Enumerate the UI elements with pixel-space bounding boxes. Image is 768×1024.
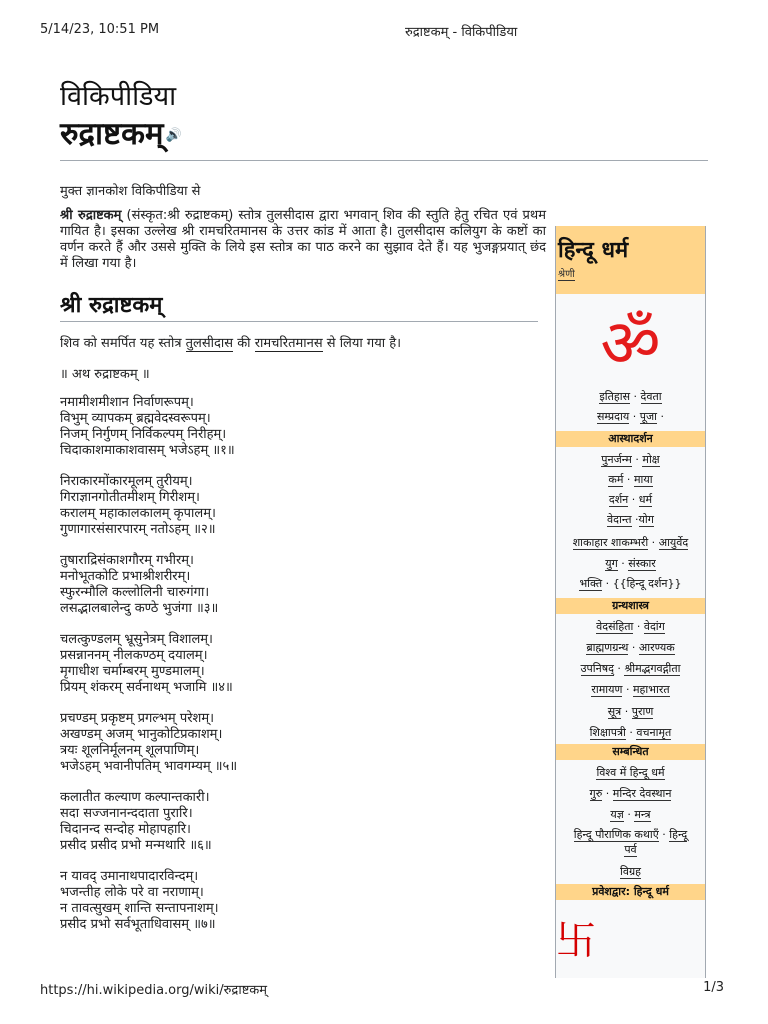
infobox-row: गुरु · मन्दिर देवस्थान [589, 787, 672, 800]
infobox-link[interactable]: वेदांग [643, 620, 665, 633]
verse-line: करालम् महाकालकालम् कृपालम्। [60, 506, 216, 521]
infobox-link[interactable]: मोक्ष [642, 453, 660, 466]
infobox-row: शिक्षापत्री · वचनामृत [589, 726, 672, 739]
intro-paragraph [60, 208, 546, 272]
verse-line: स्फुरन्मौलि कल्लोलिनी चारुगंगा। [60, 585, 210, 600]
infobox-row: वेदान्त ·योग [607, 513, 654, 526]
verse-line: निजम् निर्गुणम् निर्विकल्पम् निरीहम्। [60, 427, 227, 442]
verse-line: सदा सज्जनानन्ददाता पुरारि। [60, 806, 193, 821]
infobox-band-scriptures: ग्रन्थशास्त्र [556, 598, 705, 614]
infobox-link[interactable]: दर्शन [608, 493, 629, 506]
infobox-link[interactable]: पुराण [631, 705, 654, 718]
verse-line: प्रसीद प्रभो सर्वभूताधिवासम् ॥७॥ [60, 917, 216, 932]
intro-text: (संस्कृत:श्री रुद्राष्टकम्) स्तोत्र तुलसीदास द्वारा भगवान् शिव की स्तुति हेतु रचित एवं प्रथम गायित है। इसका उल्लेख श्री रामचरितमानस के उत्तर कांड में आता है। तुलसीदास कलियुग के कष्टों का वर्णन करते हैं और उससे मुक्ति के लिये इस स्तोत्र का पाठ करने का सुझाव देते हैं। यह भुजङ्गप्रयात् छंद में लिखा गया है। [60, 208, 546, 271]
infobox-link[interactable]: धर्म [638, 493, 653, 506]
infobox-row: पुनर्जन्म · मोक्ष [601, 453, 660, 466]
infobox-link[interactable]: आरण्यक [638, 641, 675, 654]
section-heading: श्री रुद्राष्टकम् [60, 293, 163, 318]
title-divider [60, 160, 708, 161]
hinduism-infobox [555, 226, 706, 978]
infobox-link[interactable]: हिन्दू [669, 828, 688, 841]
print-page-number: 1/3 [703, 980, 724, 995]
verse-5 [60, 711, 237, 775]
page-title [60, 112, 182, 154]
infobox-row: दर्शन · धर्म [608, 493, 653, 506]
infobox-link[interactable]: आयुर्वेद [658, 536, 689, 549]
dedication-text-3: से लिया गया है। [322, 336, 402, 351]
verse-3 [60, 553, 218, 617]
infobox-row: ब्राह्मणग्रन्थ · आरण्यक [586, 641, 675, 654]
infobox-link[interactable]: उपनिषद् [580, 662, 614, 675]
infobox-link[interactable]: युग [605, 557, 618, 570]
infobox-row [556, 766, 705, 780]
infobox-link[interactable]: महाभारत [632, 683, 670, 696]
print-date: 5/14/23, 10:51 PM [40, 22, 160, 37]
verse-line: प्रसन्नाननम् नीलकण्ठम् दयालम्। [60, 648, 208, 663]
infobox-row: हिन्दू पौराणिक कथाएँ · हिन्दू [573, 828, 688, 841]
infobox-band-philosophy: आस्थादर्शन [556, 431, 705, 447]
infobox-row: सम्प्रदाय · पूजा · [596, 410, 665, 423]
infobox-link[interactable]: कर्म [608, 473, 624, 486]
infobox-row [556, 865, 705, 879]
infobox-link[interactable]: गुरु [589, 787, 603, 800]
infobox-header [556, 226, 705, 294]
print-url: https://hi.wikipedia.org/wiki/रुद्राष्टकम् [40, 983, 268, 998]
verse-4 [60, 632, 233, 696]
from-line: मुक्त ज्ञानकोश विकिपीडिया से [60, 184, 201, 199]
infobox-row: रामायण · महाभारत [591, 683, 670, 696]
infobox-link[interactable]: पुनर्जन्म [601, 453, 632, 466]
infobox-link[interactable]: सूत्र [607, 705, 622, 718]
infobox-link[interactable]: हिन्दू पौराणिक कथाएँ [573, 828, 659, 841]
verse-line: नमामीशमीशान निर्वाणरूपम्। [60, 395, 194, 410]
infobox-link[interactable]: शिक्षापत्री [589, 726, 626, 739]
verse-line: त्रयः शूलनिर्मूलनम् शूलपाणिम्। [60, 743, 200, 758]
infobox-row: युग · संस्कार [605, 557, 656, 570]
speaker-icon[interactable]: 🔊 [165, 128, 182, 143]
infobox-row: यज्ञ · मन्त्र [610, 808, 651, 821]
page-title-text: रुद्राष्टकम् [60, 116, 164, 152]
infobox-portal-link[interactable]: प्रवेशद्वार: हिन्दू धर्म [556, 884, 705, 900]
verse-line: प्रियम् शंकरम् सर्वनाथम् भजामि ॥४॥ [60, 680, 233, 695]
infobox-row: इतिहास · देवता [599, 390, 662, 403]
verse-line: प्रसीद प्रसीद प्रभो मन्मथारि ॥६॥ [60, 838, 212, 853]
verse-line: भजन्तीह लोके परे वा नराणाम्। [60, 885, 204, 900]
infobox-row: शाकाहार शाकम्भरी · आयुर्वेद [572, 536, 689, 549]
verse-line: निराकारमोंकारमूलम् तुरीयम्। [60, 474, 193, 489]
infobox-category-link[interactable]: श्रेणी [558, 266, 575, 281]
verse-line: कलातीत कल्याण कल्पान्तकारी। [60, 790, 210, 805]
infobox-row: वेदसंहिता · वेदांग [596, 620, 665, 633]
infobox-link[interactable]: वचनामृत [636, 726, 672, 739]
infobox-link[interactable]: विग्रह [619, 865, 641, 878]
infobox-link[interactable]: इतिहास [599, 390, 631, 403]
verse-6 [60, 790, 212, 854]
verse-line: गुणागारसंसारपारम् नतोऽहम् ॥२॥ [60, 522, 216, 537]
infobox-link[interactable]: देवता [640, 390, 662, 403]
section-divider [60, 321, 538, 322]
print-footer [0, 980, 768, 1000]
print-header [0, 22, 768, 42]
verse-line: तुषाराद्रिसंकाशगौरम् गभीरम्। [60, 553, 194, 568]
verse-line: अखण्डम् अजम् भानुकोटिप्रकाशम्। [60, 727, 223, 742]
om-icon: ॐ [600, 305, 661, 382]
verse-line: मृगाधीश चर्माम्बरम् मुण्डमालम्। [60, 664, 205, 679]
infobox-link[interactable]: शाकाहार शाकम्भरी [572, 536, 649, 549]
opening-line [60, 367, 150, 383]
infobox-link[interactable]: ब्राह्मणग्रन्थ [586, 641, 629, 654]
infobox-row: सूत्र · पुराण [607, 705, 654, 718]
infobox-link[interactable]: माया [633, 473, 653, 486]
infobox-link[interactable]: मन्त्र [634, 808, 651, 821]
infobox-link[interactable]: वेदसंहिता [596, 620, 634, 633]
verse-2 [60, 474, 216, 538]
verse-line: चिदाकाशमाकाशवासम् भजेऽहम् ॥१॥ [60, 443, 235, 458]
infobox-link[interactable]: भक्ति [579, 577, 603, 590]
infobox-link[interactable]: विश्व में हिन्दू धर्म [596, 766, 665, 779]
link-ramcharitmanas[interactable]: रामचरितमानस [254, 336, 323, 351]
dedication-text-2: की [233, 336, 255, 351]
verse-line: भजेऽहम् भवानीपतिम् भावगम्यम् ॥५॥ [60, 759, 238, 774]
infobox-row: कर्म · माया [608, 473, 653, 486]
link-tulsidas[interactable]: तुलसीदास [185, 336, 234, 351]
verse-line: गिराज्ञानगोतीतमीशम् गिरीशम्। [60, 490, 200, 505]
verse-line: मनोभूतकोटि प्रभाश्रीशरीरम्। [60, 569, 191, 584]
infobox-row: भक्ति · {{हिन्दू दर्शन}} [579, 577, 682, 590]
infobox-row [556, 843, 705, 857]
infobox-link[interactable]: रामायण [591, 683, 623, 696]
verse-line: लसद्भालबालेन्दु कण्ठे भुजंगा ॥३॥ [60, 601, 219, 616]
verse-line: प्रचण्डम् प्रकृष्टम् प्रगल्भम् परेशम्। [60, 711, 215, 726]
dedication-text-1: शिव को समर्पित यह स्तोत्र [60, 336, 186, 351]
verse-line: चिदानन्द सन्दोह मोहापहारि। [60, 822, 191, 837]
verse-line: न तावत्सुखम् शान्ति सन्तापनाशम्। [60, 901, 219, 916]
verse-line: विभुम् व्यापकम् ब्रह्मवेदस्वरूपम्। [60, 411, 211, 426]
infobox-link[interactable]: यज्ञ [610, 808, 624, 821]
infobox-link[interactable]: वेदान्त [607, 513, 632, 526]
infobox-band-related: सम्बन्धित [556, 744, 705, 760]
infobox-template-text: {{हिन्दू दर्शन}} [612, 577, 682, 590]
infobox-row: उपनिषद् · श्रीमद्भगवद्गीता [580, 662, 681, 675]
verse-line: न यावद् उमानाथपादारविन्दम्। [60, 869, 199, 884]
opening-text: ॥ अथ रुद्राष्टकम् ॥ [60, 367, 150, 382]
infobox-link[interactable]: पूजा [639, 410, 658, 423]
infobox-link[interactable]: पर्व [624, 843, 637, 856]
infobox-link[interactable]: मन्दिर देवस्थान [612, 787, 672, 800]
infobox-title[interactable]: हिन्दू धर्म [558, 238, 629, 263]
infobox-link[interactable]: संस्कार [628, 557, 656, 570]
dedication-line [60, 333, 401, 351]
verse-line: चलत्कुण्डलम् भ्रूसुनेत्रम् विशालम्। [60, 632, 213, 647]
infobox-link[interactable]: योग [638, 513, 654, 526]
site-name[interactable]: विकिपीडिया [60, 81, 177, 112]
swastika-icon: 卐 [556, 918, 596, 964]
infobox-link[interactable]: श्रीमद्भगवद्गीता [624, 662, 681, 675]
verse-7 [60, 869, 219, 933]
verse-1 [60, 395, 235, 459]
print-page-title: रुद्राष्टकम् - विकिपीडिया [405, 25, 518, 40]
infobox-link[interactable]: सम्प्रदाय [596, 410, 630, 423]
intro-bold-term: श्री रुद्राष्टकम् [60, 208, 122, 223]
